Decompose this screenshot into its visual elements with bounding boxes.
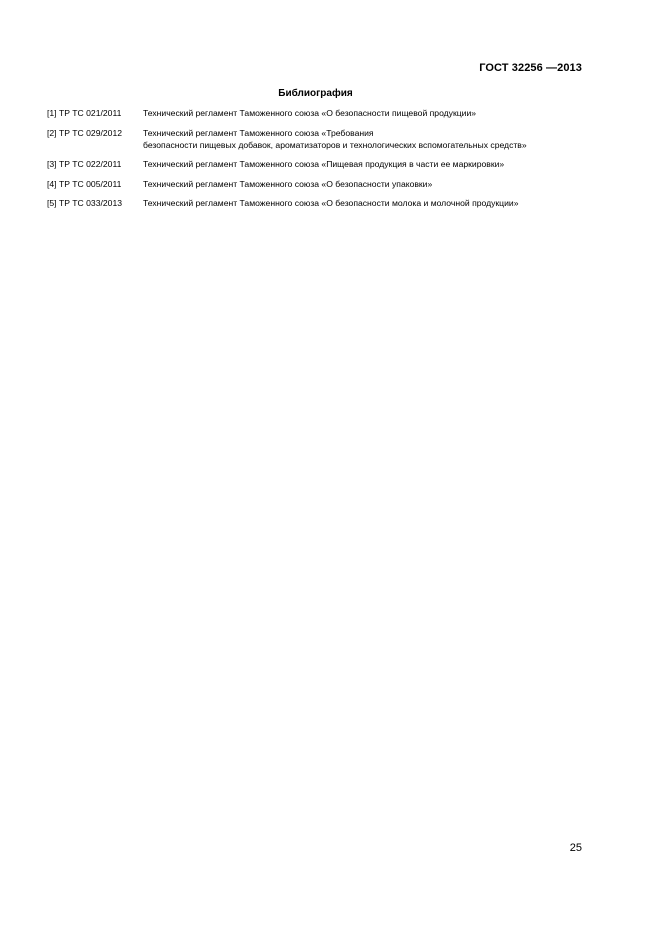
bibliography-list [47, 107, 607, 217]
bibliography-line: Технический регламент Таможенного союза «О безопасности пищевой продукции» [143, 108, 477, 118]
bibliography-ref: [3] ТР ТС 022/2011 [47, 159, 122, 169]
bibliography-entry [47, 197, 607, 209]
bibliography-text [143, 127, 607, 151]
bibliography-title: Библиография [278, 88, 353, 99]
bibliography-text [143, 178, 607, 190]
bibliography-entry [47, 127, 607, 151]
bibliography-entry [47, 107, 607, 119]
bibliography-line: Технический регламент Таможенного союза «О безопасности молока и молочной продукции» [143, 198, 519, 208]
bibliography-line: Технический регламент Таможенного союза «Требования [143, 127, 374, 138]
bibliography-ref: [2] ТР ТС 029/2012 [47, 127, 122, 138]
page-number: 25 [569, 842, 582, 854]
bibliography-line: Технический регламент Таможенного союза «О безопасности упаковки» [143, 178, 433, 189]
document-code: ГОСТ 32256 —2013 [479, 62, 582, 74]
bibliography-text [143, 107, 607, 119]
bibliography-line: безопасности пищевых добавок, ароматизаторов и технологических вспомогательных средств» [143, 139, 527, 150]
bibliography-ref: [4] ТР ТС 005/2011 [47, 178, 122, 189]
bibliography-entry [47, 178, 607, 190]
bibliography-line: Технический регламент Таможенного союза «Пищевая продукция в части ее маркировки» [143, 159, 505, 169]
bibliography-entry [47, 158, 607, 170]
bibliography-ref: [1] ТР ТС 021/2011 [47, 108, 122, 118]
bibliography-text [143, 158, 607, 170]
bibliography-ref: [5] ТР ТС 033/2013 [47, 198, 122, 208]
bibliography-text [143, 197, 607, 209]
